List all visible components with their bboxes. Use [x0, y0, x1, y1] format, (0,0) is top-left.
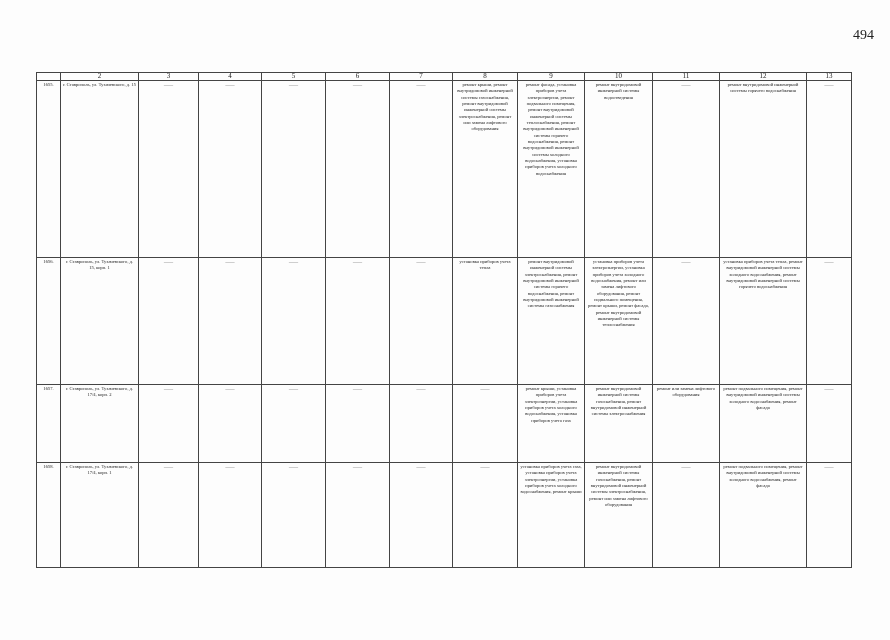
column-header: 3	[139, 73, 199, 81]
column-header: 8	[453, 73, 518, 81]
table-row	[37, 81, 852, 258]
work-cell: ——	[326, 463, 390, 568]
work-cell: ремонт подвального помещения, ремонт внутридомовой инженерной системы холодного водоснабжения, ремонт фасада	[720, 463, 807, 568]
work-cell: ——	[807, 258, 852, 385]
work-cell: ——	[453, 385, 518, 463]
work-cell: ремонт внутридомовой инженерной системы газоснабжения, ремонт внутридомовой инженерной системы электроснабжения, ремонт или замена лифтового оборудования	[585, 463, 653, 568]
work-cell: ——	[262, 385, 326, 463]
work-cell: ——	[199, 385, 262, 463]
work-cell: ——	[390, 385, 453, 463]
work-cell: ——	[139, 385, 199, 463]
work-cell: ——	[807, 81, 852, 258]
work-cell: ——	[262, 81, 326, 258]
work-cell: ——	[807, 385, 852, 463]
work-cell: ——	[390, 258, 453, 385]
row-number: 1657.	[37, 385, 61, 463]
work-cell: ремонт внутридомовой инженерной системы газоснабжения, ремонт внутридомовой инженерной системы электроснабжения	[585, 385, 653, 463]
work-cell: ——	[326, 258, 390, 385]
work-cell: ——	[453, 463, 518, 568]
page-number: 494	[853, 28, 874, 43]
row-number: 1655.	[37, 81, 61, 258]
work-cell: ——	[262, 258, 326, 385]
work-cell: ремонт фасада, установка приборов учета электроэнергии, ремонт подвального помещения, ремонт внутридомовой инженерной системы теплоснабжения, ремонт внутридомовой инженерной системы горячего водоснабжения, ремонт внутридомовой инженерной системы холодного водоснабжения, установка приборов учета холодного водоснабжения	[518, 81, 585, 258]
column-header: 11	[653, 73, 720, 81]
repair-program-table	[36, 72, 852, 568]
column-header: 7	[390, 73, 453, 81]
header-row	[37, 73, 852, 81]
work-cell: ремонт крыши, ремонт внутридомовой инженерной системы газоснабжения, ремонт внутридомовой инженерной системы электроснабжения, ремонт или замена лифтового оборудования	[453, 81, 518, 258]
row-number: 1656.	[37, 258, 61, 385]
work-cell: ремонт или замена лифтового оборудования	[653, 385, 720, 463]
row-number: 1658.	[37, 463, 61, 568]
column-header: 9	[518, 73, 585, 81]
column-header	[37, 73, 61, 81]
work-cell: ——	[139, 81, 199, 258]
column-header: 10	[585, 73, 653, 81]
column-header: 13	[807, 73, 852, 81]
column-header: 2	[61, 73, 139, 81]
work-cell: ——	[653, 81, 720, 258]
work-cell: ——	[199, 463, 262, 568]
table-row	[37, 385, 852, 463]
work-cell: установка приборов учета тепла	[453, 258, 518, 385]
work-cell: установка приборов учета тепла, ремонт внутридомовой инженерной системы холодного водоснабжения, ремонт внутридомовой инженерной системы горячего водоснабжения	[720, 258, 807, 385]
work-cell: ремонт внутридомовой инженерной системы водоотведения	[585, 81, 653, 258]
table-row	[37, 463, 852, 568]
work-cell: ——	[653, 258, 720, 385]
work-cell: ——	[326, 385, 390, 463]
address-cell: г. Ставрополь, ул. Тухачевского, д. 17/4, корп. 2	[61, 385, 139, 463]
work-cell: ——	[807, 463, 852, 568]
work-cell: ремонт крыши, установка приборов учета электроэнергии, установка приборов учета холодного водоснабжения, установка приборов учета газа	[518, 385, 585, 463]
work-cell: ремонт внутридомовой инженерной системы электроснабжения, ремонт внутридомовой инженерной системы горячего водоснабжения, ремонт внутридомовой инженерной системы газоснабжения	[518, 258, 585, 385]
work-cell: ——	[390, 463, 453, 568]
work-cell: ——	[326, 81, 390, 258]
table-row	[37, 258, 852, 385]
work-cell: ——	[139, 463, 199, 568]
work-cell: ——	[653, 463, 720, 568]
address-cell: г. Ставрополь, ул. Тухачевского, д. 17/4, корп. 1	[61, 463, 139, 568]
column-header: 12	[720, 73, 807, 81]
address-cell: г. Ставрополь, ул. Тухачевского, д. 15	[61, 81, 139, 258]
work-cell: установка приборов учета электроэнергии, установка приборов учета холодного водоснабжения, ремонт или замена лифтового оборудования, ремонт подвального помещения, ремонт крыши, ремонт фасада, ремонт внутридомовой инженерной системы теплоснабжения	[585, 258, 653, 385]
address-cell: г. Ставрополь, ул. Тухачевского, д. 15, корп. 1	[61, 258, 139, 385]
column-header: 4	[199, 73, 262, 81]
work-cell: ремонт подвального помещения, ремонт внутридомовой инженерной системы холодного водоснабжения, ремонт фасада	[720, 385, 807, 463]
column-header: 6	[326, 73, 390, 81]
work-cell: ——	[262, 463, 326, 568]
work-cell: установка приборов учета газа, установка приборов учета электроэнергии, установка приборов учета холодного водоснабжения, ремонт крыши	[518, 463, 585, 568]
column-header: 5	[262, 73, 326, 81]
work-cell: ——	[390, 81, 453, 258]
work-cell: ——	[199, 258, 262, 385]
work-cell: ——	[139, 258, 199, 385]
work-cell: ремонт внутридомовой инженерной системы горячего водоснабжения	[720, 81, 807, 258]
work-cell: ——	[199, 81, 262, 258]
